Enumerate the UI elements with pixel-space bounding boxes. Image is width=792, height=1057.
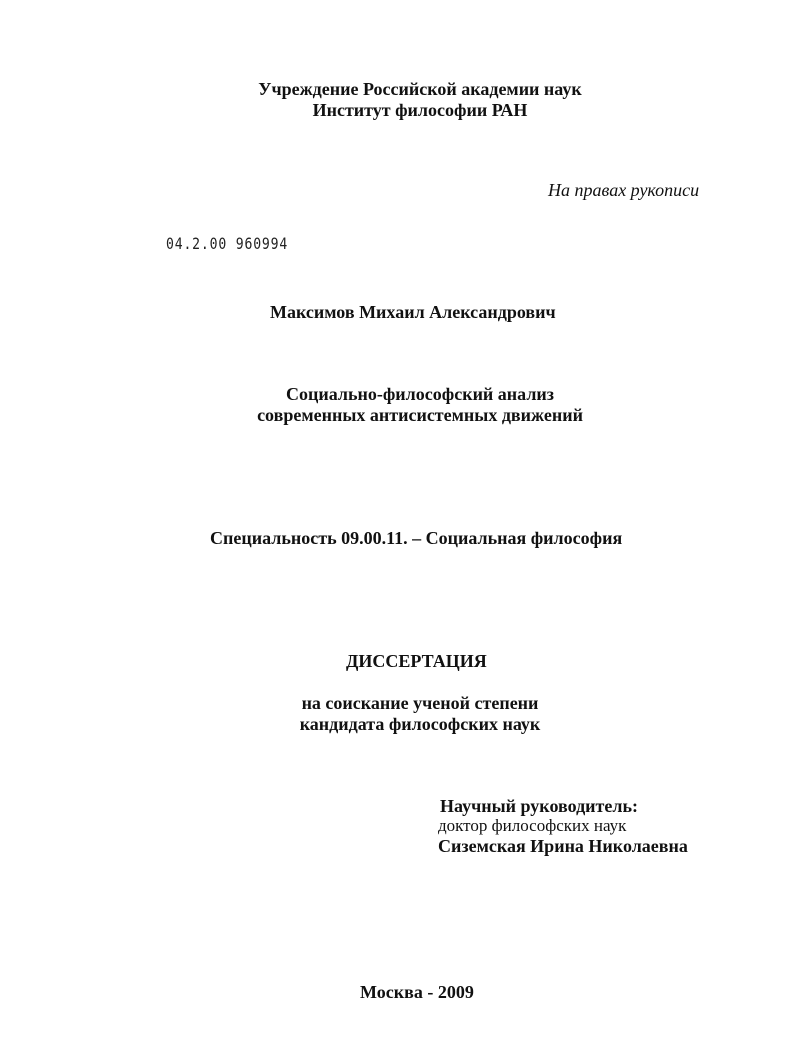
city-year: Москва - 2009 [360,982,474,1002]
manuscript-rights-note: На правах рукописи [548,180,700,200]
advisor-name: Сиземская Ирина Николаевна [438,836,688,856]
advisor-label: Научный руководитель: [440,796,638,816]
degree-purpose-line-1: на соискание ученой степени [301,693,539,713]
author-name: Максимов Михаил Александрович [270,302,556,322]
archive-stamp-code: 04.2.00 960994 [166,234,289,253]
institute-name: Институт философии РАН [312,100,528,120]
document-type-heading: ДИССЕРТАЦИЯ [346,651,487,671]
specialty: Специальность 09.00.11. – Социальная философия [210,528,623,548]
advisor-degree: доктор философских наук [438,816,627,835]
institution-name: Учреждение Российской академии наук [258,79,582,99]
dissertation-title-line-2: современных антисистемных движений [257,405,583,425]
dissertation-title-line-1: Социально-философский анализ [285,384,555,404]
degree-purpose-line-2: кандидата философских наук [299,714,541,734]
